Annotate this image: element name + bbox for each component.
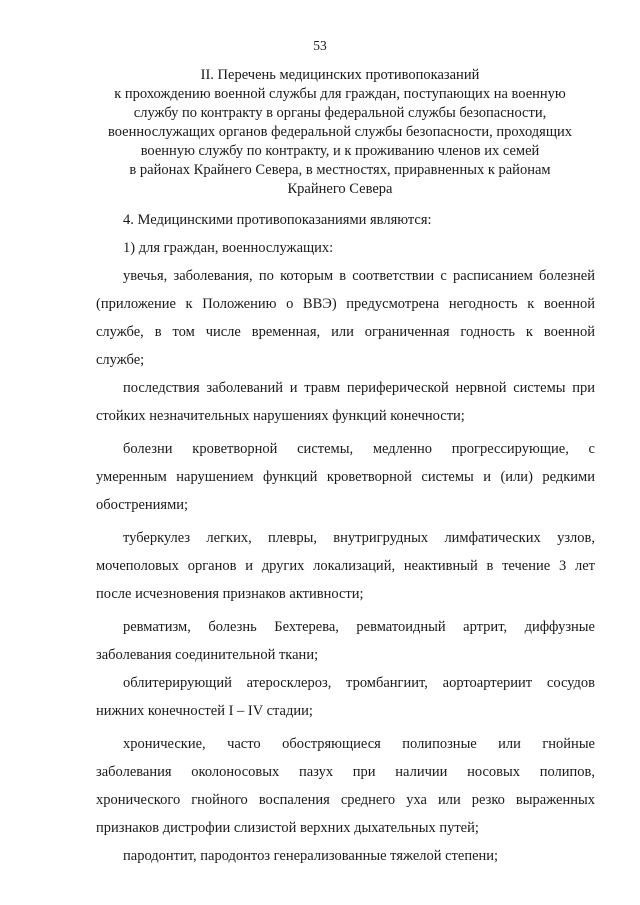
text-line: обострениями; xyxy=(96,497,189,513)
heading-line: службу по контракту в органы федеральной службы безопасности, xyxy=(133,105,547,121)
text-line: 1) для граждан, военнослужащих: xyxy=(123,240,334,256)
text-line: службе; xyxy=(96,352,145,368)
document-body xyxy=(96,206,595,870)
paragraph-atherosclerosis xyxy=(96,669,595,725)
text-line: службе, в том числе временная, или ограниченная годность к военной xyxy=(96,324,595,340)
section-heading xyxy=(80,66,600,199)
paragraph-injuries xyxy=(96,262,595,374)
text-line: последствия заболеваний и травм периферической нервной системы при xyxy=(123,380,595,396)
paragraph-periodontitis xyxy=(96,842,595,870)
text-line: стойких незначительных нарушениях функций конечности; xyxy=(96,408,465,424)
paragraph-rheumatism xyxy=(96,613,595,669)
text-line: хронического гнойного воспаления среднего уха или резко выраженных xyxy=(96,792,595,808)
text-line: хронические, часто обостряющиеся полипозные или гнойные xyxy=(123,736,595,752)
text-line: заболевания соединительной ткани; xyxy=(96,647,319,663)
paragraph-sinus-diseases xyxy=(96,730,595,842)
paragraph-intro xyxy=(96,206,595,234)
text-line: ревматизм, болезнь Бехтерева, ревматоидный артрит, диффузные xyxy=(123,619,595,635)
page-number: 53 xyxy=(313,38,327,53)
text-line: нижних конечностей I – IV стадии; xyxy=(96,703,313,719)
paragraph-tuberculosis xyxy=(96,524,595,608)
text-line: увечья, заболевания, по которым в соответствии с расписанием болезней xyxy=(123,268,595,284)
text-line: болезни кроветворной системы, медленно прогрессирующие, с xyxy=(123,441,595,457)
heading-line: Крайнего Севера xyxy=(287,181,393,197)
text-line: признаков дистрофии слизистой верхних дыхательных путей; xyxy=(96,820,479,836)
heading-line: военнослужащих органов федеральной службы безопасности, проходящих xyxy=(107,124,573,140)
paragraph-blood-system xyxy=(96,435,595,519)
text-line: (приложение к Положению о ВВЭ) предусмотрена негодность к военной xyxy=(96,296,595,312)
paragraph-nervous-system xyxy=(96,374,595,430)
text-line: умеренным нарушением функций кроветворной системы и (или) редкими xyxy=(96,469,595,485)
heading-line: к прохождению военной службы для граждан, поступающих на военную xyxy=(114,86,566,102)
text-line: туберкулез легких, плевры, внутригрудных лимфатических узлов, xyxy=(123,530,595,546)
text-line: 4. Медицинскими противопоказаниями являются: xyxy=(123,212,432,228)
text-line: заболевания околоносовых пазух при наличии носовых полипов, xyxy=(96,764,595,780)
heading-line: военную службу по контракту, и к проживанию членов их семей xyxy=(140,143,540,159)
heading-line: в районах Крайнего Севера, в местностях, приравненных к районам xyxy=(129,162,551,178)
text-line: пародонтит, пародонтоз генерализованные тяжелой степени; xyxy=(123,848,499,864)
paragraph-subitem xyxy=(96,234,595,262)
text-line: после исчезновения признаков активности; xyxy=(96,586,364,602)
text-line: мочеполовых органов и других локализаций, неактивный в течение 3 лет xyxy=(96,558,595,574)
text-line: облитерирующий атеросклероз, тромбангиит, аортоартериит сосудов xyxy=(123,675,595,691)
heading-line: II. Перечень медицинских противопоказаний xyxy=(200,67,480,83)
